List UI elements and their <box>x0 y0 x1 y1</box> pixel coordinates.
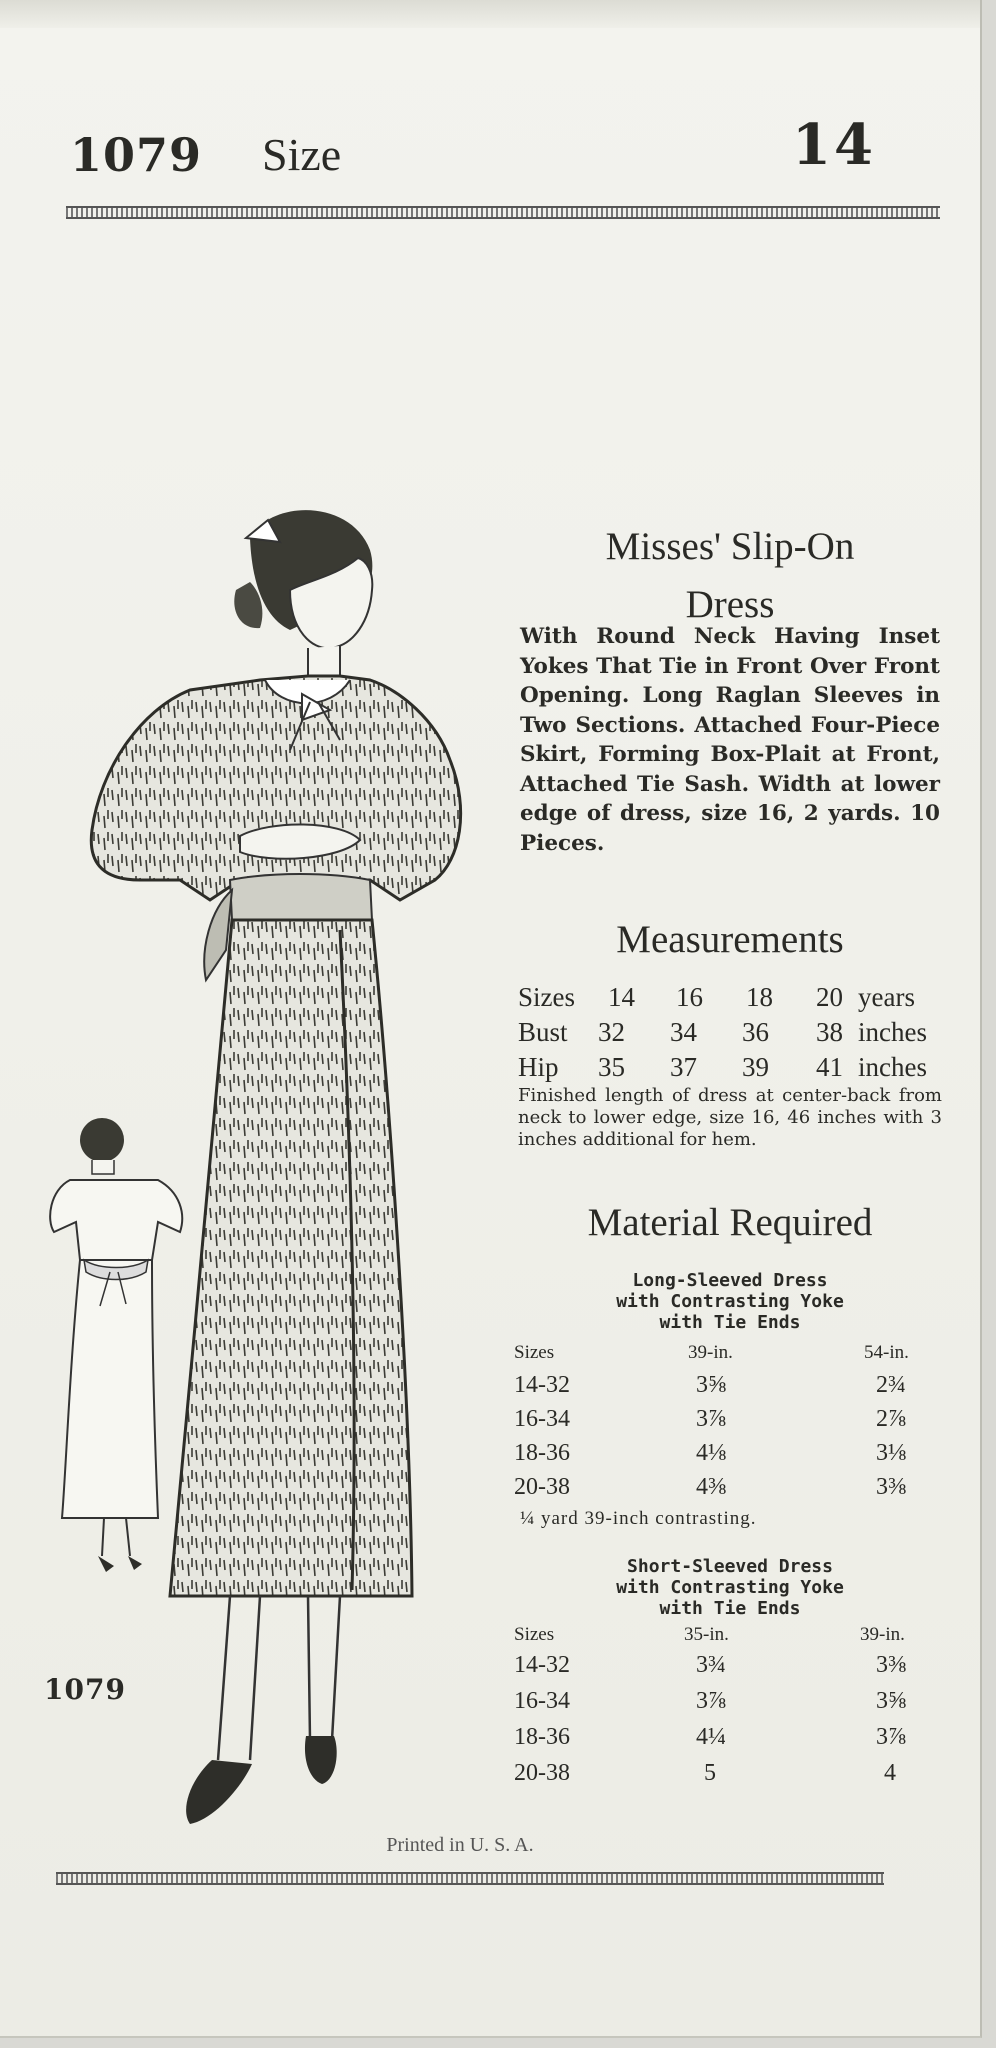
unit: years <box>858 982 915 1012</box>
cell: 4⅜ <box>696 1474 726 1500</box>
cell: 3⅞ <box>696 1688 726 1714</box>
cell: 39 <box>742 1052 769 1082</box>
title-line-1: Misses' Slip-On <box>605 525 855 568</box>
col-header: Sizes <box>514 1624 555 1645</box>
cell: 3⅝ <box>696 1372 726 1398</box>
cell: 3⅞ <box>696 1406 726 1432</box>
cell: 14 <box>608 982 635 1012</box>
subheading-line: Short-Sleeved Dress <box>627 1556 833 1577</box>
bottom-rule <box>56 1872 884 1885</box>
cell: 3⅞ <box>876 1724 906 1750</box>
size-label: Size <box>262 129 342 180</box>
cell: 20-38 <box>514 1760 570 1786</box>
cell: 3¾ <box>696 1652 726 1678</box>
title-line-2: Dress <box>685 583 775 626</box>
short-sleeved-subheading <box>560 1556 900 1619</box>
cell: 20-38 <box>514 1474 570 1500</box>
pattern-description: With Round Neck Having Inset Yokes That Tie in Front Over Front Opening. Long Raglan Sleeves in Two Sections. Attached Four-Piece Skirt, Forming Box-Plait at Front, Attached Tie Sash. Width at lower edge of dress, size 16, 2 yards. 10 Pieces. <box>520 624 940 856</box>
cell: 2¾ <box>876 1372 906 1398</box>
paper-top-edge <box>0 0 980 28</box>
cell: 34 <box>670 1017 697 1047</box>
cell: 4⅛ <box>696 1440 726 1466</box>
cell: 2⅞ <box>876 1406 906 1432</box>
col-header: 39-in. <box>688 1342 733 1363</box>
cell: 18-36 <box>514 1440 570 1466</box>
cell: 36 <box>742 1017 769 1047</box>
cell: 35 <box>598 1052 625 1082</box>
cell: 14-32 <box>514 1372 570 1398</box>
cell: 3⅝ <box>876 1688 906 1714</box>
row-label: Bust <box>518 1017 568 1047</box>
row-label: Hip <box>518 1052 559 1082</box>
cell: 4 <box>884 1760 896 1786</box>
long-sleeved-subheading <box>560 1270 900 1333</box>
subheading-line: with Tie Ends <box>659 1312 801 1333</box>
cell: 37 <box>670 1052 697 1082</box>
cell: 38 <box>816 1017 843 1047</box>
col-header: 39-in. <box>860 1624 905 1645</box>
col-header: 35-in. <box>684 1624 729 1645</box>
subheading-line: Long-Sleeved Dress <box>632 1270 828 1291</box>
back-view-illustration <box>40 1110 200 1590</box>
printed-in-usa: Printed in U. S. A. <box>386 1834 534 1856</box>
cell: 32 <box>598 1017 625 1047</box>
contrasting-note: ¼ yard 39-inch contrasting. <box>520 1508 757 1529</box>
cell: 18 <box>746 982 773 1012</box>
cell: 4¼ <box>696 1724 726 1750</box>
cell: 16-34 <box>514 1688 570 1714</box>
cell: 16 <box>676 982 703 1012</box>
subheading-line: with Contrasting Yoke <box>616 1577 844 1598</box>
subheading-line: with Contrasting Yoke <box>616 1291 844 1312</box>
subheading-line: with Tie Ends <box>659 1598 801 1619</box>
top-rule <box>66 206 940 219</box>
cell: 16-34 <box>514 1406 570 1432</box>
cell: 18-36 <box>514 1724 570 1750</box>
unit: inches <box>858 1017 927 1047</box>
col-header: Sizes <box>514 1342 555 1363</box>
back-view-pattern-number: 1079 <box>44 1673 126 1706</box>
cell: 3⅜ <box>876 1474 906 1500</box>
finished-length-note: Finished length of dress at center-back from neck to lower edge, size 16, 46 inches with 3 inches additional for hem. <box>518 1085 942 1150</box>
cell: 14-32 <box>514 1652 570 1678</box>
cell: 3⅜ <box>876 1652 906 1678</box>
cell: 20 <box>816 982 843 1012</box>
pattern-title <box>520 518 940 634</box>
size-value: 14 <box>792 112 876 178</box>
cell: 3⅛ <box>876 1440 906 1466</box>
cell: 5 <box>704 1760 716 1786</box>
pattern-number: 1079 <box>70 128 203 182</box>
unit: inches <box>858 1052 927 1082</box>
col-header: 54-in. <box>864 1342 909 1363</box>
measurements-heading: Measurements <box>616 918 844 961</box>
material-heading: Material Required <box>587 1201 873 1244</box>
row-label: Sizes <box>518 982 575 1012</box>
cell: 41 <box>816 1052 843 1082</box>
